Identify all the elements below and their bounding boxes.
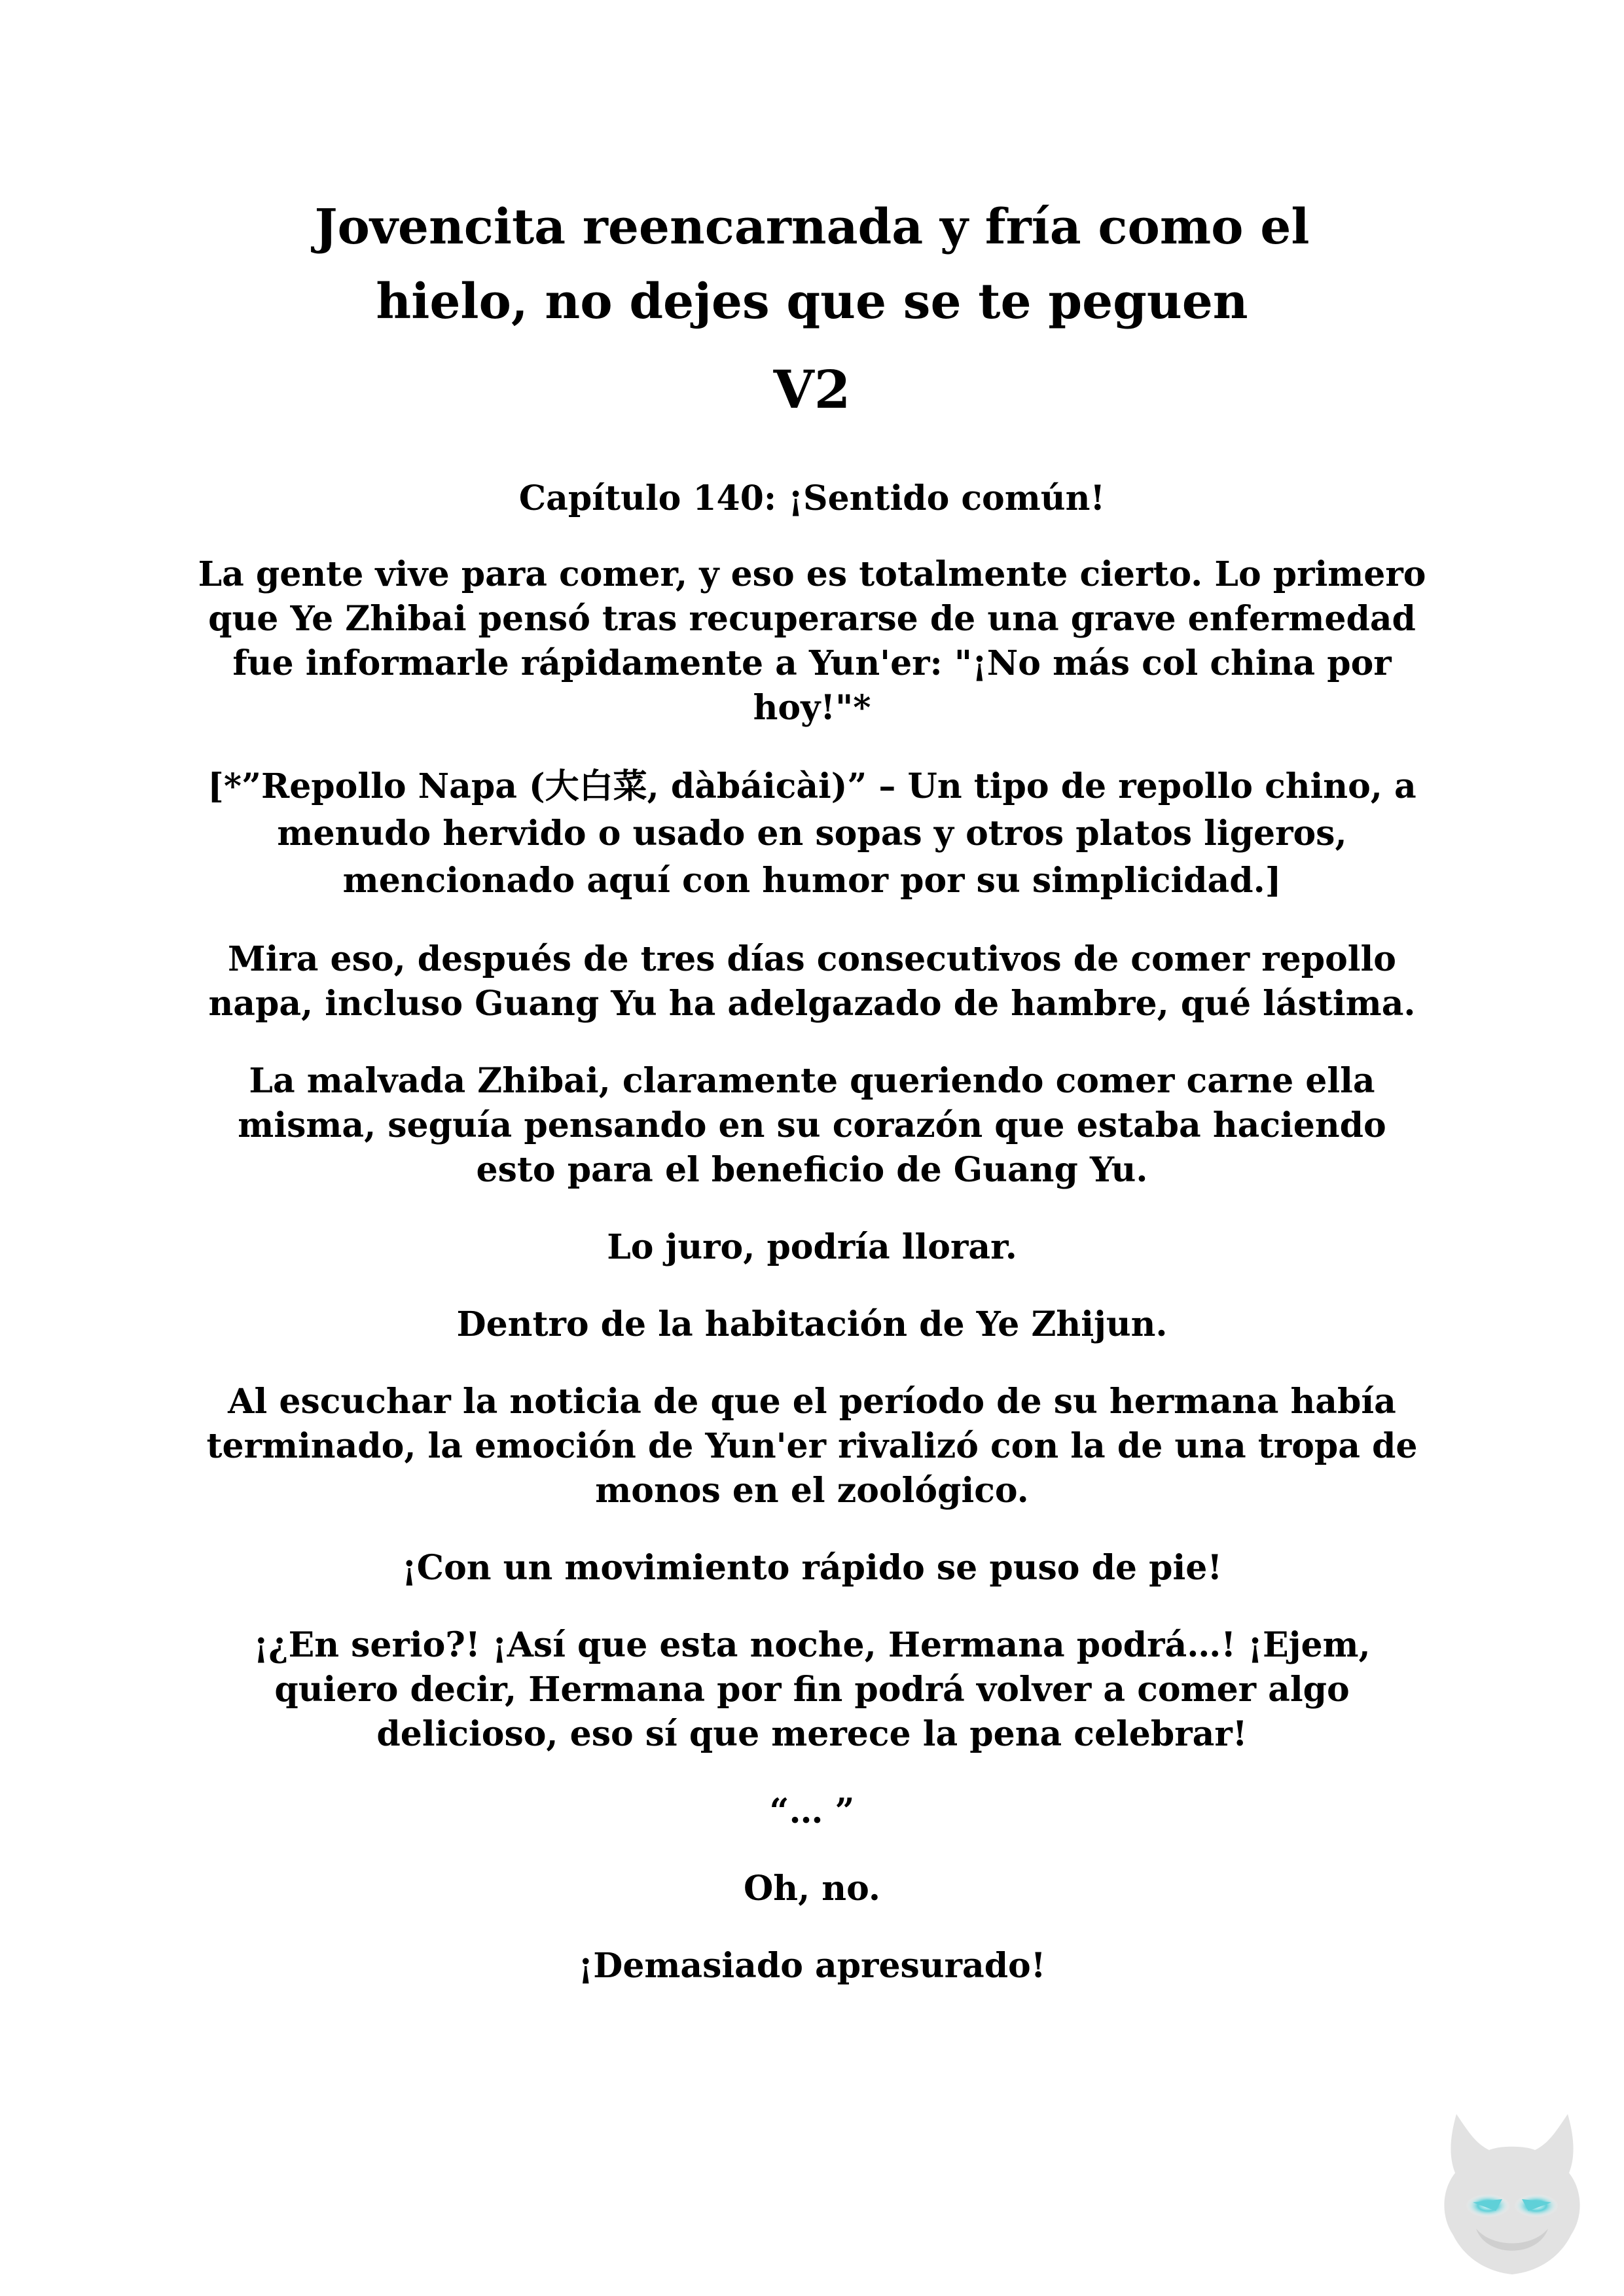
paragraph-7: Al escuchar la noticia de que el período de su hermana había terminado, la emoción de Yun'er rivalizó con la de una tropa de monos en el zoológico. (206, 1382, 1418, 1511)
paragraph-1: La gente vive para comer, y eso es totalmente cierto. Lo primero que Ye Zhibai pensó tras recuperarse de una grave enfermedad fue informarle rápidamente a Yun'er: "¡No más col china por hoy!"* (198, 554, 1426, 728)
paragraph-10: “… ” (769, 1791, 855, 1831)
volume-label: V2 (773, 359, 851, 420)
paragraph-12: ¡Demasiado apresurado! (578, 1946, 1046, 1986)
translator-note: [*”Repollo Napa (大白菜, dàbáicài)” – Un tipo de repollo chino, a menudo hervido o usado en sopas y otros platos ligeros, mencionado aquí con humor por su simplicidad.] (208, 766, 1416, 901)
paragraph-11: Oh, no. (744, 1869, 880, 1909)
paragraph-3: Mira eso, después de tres días consecutivos de comer repollo napa, incluso Guang Yu ha adelgazado de hambre, qué lástima. (208, 939, 1416, 1024)
paragraph-6: Dentro de la habitación de Ye Zhijun. (456, 1304, 1168, 1344)
title-line-2: hielo, no dejes que se te peguen (376, 274, 1248, 330)
document-page (196, 190, 1428, 1988)
chapter-title: Capítulo 140: ¡Sentido común! (518, 478, 1106, 518)
paragraph-8: ¡Con un movimiento rápido se puso de pie! (401, 1548, 1223, 1588)
title-line-1: Jovencita reencarnada y fría como el (314, 199, 1310, 255)
document-title (196, 190, 1428, 339)
paragraph-4: La malvada Zhibai, claramente queriendo comer carne ella misma, seguía pensando en su corazón que estaba haciendo esto para el beneficio de Guang Yu. (238, 1061, 1386, 1190)
paragraph-5: Lo juro, podría llorar. (607, 1227, 1017, 1267)
paragraph-9: ¡¿En serio?! ¡Así que esta noche, Hermana podrá…! ¡Ejem, quiero decir, Hermana por fin podrá volver a comer algo delicioso, eso sí que merece la pena celebrar! (253, 1625, 1371, 1754)
demon-head-logo-icon (1430, 2108, 1594, 2278)
